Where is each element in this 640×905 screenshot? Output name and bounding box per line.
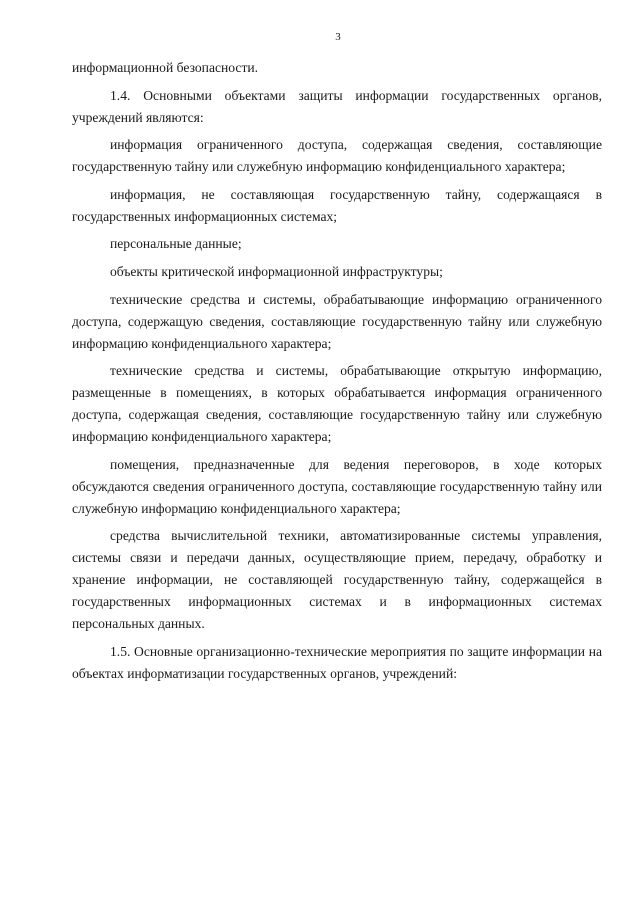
paragraph-section-1-4: 1.4. Основными объектами защиты информации государственных органов, учреждений являются: (72, 87, 602, 125)
paragraph-list-item: средства вычислительной техники, автоматизированные системы управления, системы связи и передачи данных, осуществляющие прием, передачу, обработку и хранение информации, не составляющей государственную тайну, содержащейся в государственных информационных системах и в информационных системах персональных данных. (72, 528, 602, 632)
paragraph-list-item: технические средства и системы, обрабатывающие открытую информацию, размещенные в помещениях, в которых обрабатывается информация ограниченного доступа, содержащая сведения, составляющие государственную тайну или служебную информацию конфиденциального характера; (72, 363, 602, 445)
paragraph-list-item: информация ограниченного доступа, содержащая сведения, составляющие государственную тайну или служебную информацию конфиденциального характера; (72, 137, 602, 175)
paragraph-section-1-5: 1.5. Основные организационно-технические мероприятия по защите информации на объектах информатизации государственных органов, учреждений: (72, 643, 602, 681)
paragraph-list-item: помещения, предназначенные для ведения переговоров, в ходе которых обсуждаются сведения ограниченного доступа, составляющие государственную тайну или служебную информацию конфиденциального характера; (72, 456, 602, 516)
paragraph-list-item: технические средства и системы, обрабатывающие информацию ограниченного доступа, содержащую сведения, составляющие государственную тайну или служебную информацию конфиденциального характера; (72, 291, 602, 351)
page-number: 3 (335, 31, 341, 43)
document-body (72, 57, 602, 691)
paragraph-list-item: объекты критической информационной инфраструктуры; (110, 263, 443, 279)
paragraph-list-item: информация, не составляющая государственную тайну, содержащаяся в государственных информационных системах; (72, 186, 602, 224)
paragraph-list-item: персональные данные; (110, 236, 242, 252)
paragraph-continuation: информационной безопасности. (72, 60, 259, 75)
